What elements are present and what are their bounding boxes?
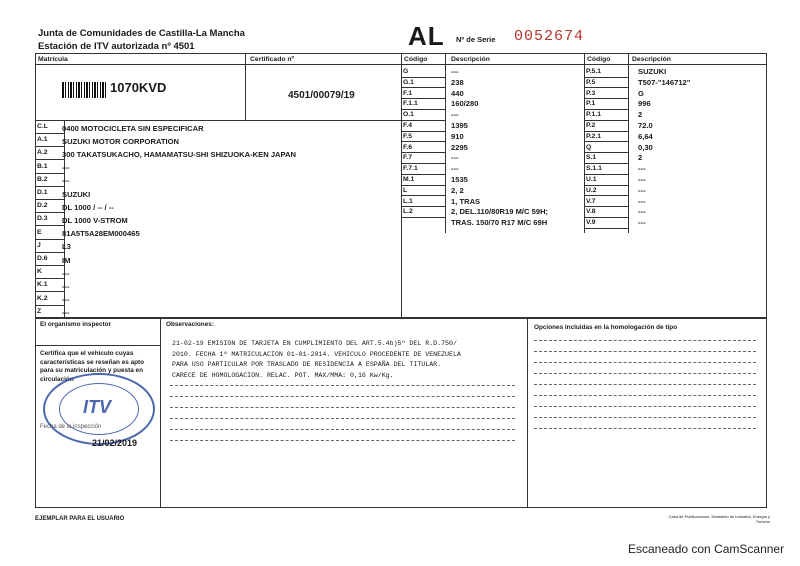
right-row-value: --- xyxy=(638,207,646,217)
mid-row-value: 910 xyxy=(451,131,464,141)
dashed-line xyxy=(534,428,756,429)
observacion-line: 2010. FECHA 1ª MATRICULACION 01-01-2014. VEHICULO PROCEDENTE DE VENEZUELA xyxy=(172,350,461,358)
left-row-divider xyxy=(35,278,64,279)
right-row-code: S.1.1 xyxy=(586,165,602,173)
right-row-value: --- xyxy=(638,164,646,174)
stamp-logo: ITV xyxy=(83,397,112,417)
mid-row-divider xyxy=(401,217,445,218)
opciones-label: Opciones incluidas en la homologación de tipo xyxy=(534,324,678,331)
left-row-divider xyxy=(35,225,64,226)
itv-stamp xyxy=(43,373,155,445)
mid-row-code: F.6 xyxy=(403,143,413,151)
issuing-authority xyxy=(38,27,245,53)
mid-row-value: --- xyxy=(451,153,459,163)
inspector-cert-text: Certifica que el vehículo cuyas características se reseñan es apto para su matriculación y puesta en circulación xyxy=(40,350,145,383)
dashed-line xyxy=(170,407,515,408)
left-row-divider xyxy=(35,133,64,134)
left-row-divider xyxy=(35,239,64,240)
left-row-value: --- xyxy=(62,268,70,278)
certificado-value: 4501/00079/19 xyxy=(288,90,355,101)
right-row-code: P.1.1 xyxy=(586,111,601,119)
right-row-code: P.2.1 xyxy=(586,132,601,140)
right-row-value: 0,30 xyxy=(638,142,653,152)
dashed-line xyxy=(534,373,756,374)
mid-row-divider xyxy=(401,185,445,186)
mid-row-code: L xyxy=(403,186,408,194)
right-row-value: 996 xyxy=(638,99,651,109)
observaciones-text xyxy=(172,339,461,381)
left-row-code: D.6 xyxy=(37,255,48,262)
authority-line2: Estación de ITV autorizada nº 4501 xyxy=(38,41,195,52)
left-row-divider xyxy=(35,252,64,253)
serie-label: Nº de Serie xyxy=(456,35,496,44)
inspection-date-label: Fecha de la inspección xyxy=(40,424,102,430)
dashed-line xyxy=(534,362,756,363)
left-row-value: 81A5T5A28EM000465 xyxy=(62,229,140,239)
mid-row-code: L.2 xyxy=(403,208,413,216)
right-row-code: P.2 xyxy=(586,122,596,129)
mid-row-value: 2, 2 xyxy=(451,185,464,195)
left-row-value: IM xyxy=(62,255,71,265)
left-row-code: K.2 xyxy=(37,294,48,302)
right-row-value: G xyxy=(638,88,644,98)
mid-row-value: --- xyxy=(451,67,459,76)
footer-publisher: Casa de Publicaciones. Ministerio de Industria, Energía y Turismo xyxy=(668,514,770,524)
left-row-code: E xyxy=(37,228,42,236)
left-row-code: A.1 xyxy=(37,136,48,144)
mid-row-code: F.5 xyxy=(403,132,413,140)
dashed-line xyxy=(534,406,756,407)
dashed-line xyxy=(170,396,515,397)
mid-row-code: O.1 xyxy=(403,111,414,119)
left-row-divider xyxy=(35,199,64,200)
mid-code-label: Código xyxy=(404,56,428,63)
right-row-value: 2 xyxy=(638,110,643,120)
left-row-code: A.2 xyxy=(37,149,48,157)
right-row-code: U.1 xyxy=(586,176,597,183)
left-row-divider xyxy=(35,265,64,266)
right-row-value: --- xyxy=(638,175,646,184)
dashed-line xyxy=(170,385,515,386)
left-row-divider xyxy=(35,173,64,174)
observacion-line: CARECE DE HOMOLOGACION. RELAC. POT. MAX/MMA: 0,16 Kw/Kg. xyxy=(172,371,394,379)
left-row-value: SUZUKI xyxy=(62,189,91,199)
mid-row-code: F.7.1 xyxy=(403,165,418,173)
left-row-divider xyxy=(35,291,64,292)
left-row-value: --- xyxy=(62,308,70,318)
left-row-code: B.1 xyxy=(37,162,48,170)
left-row-value: 300 TAKATSUKACHO, HAMAMATSU-SHI SHIZUOKA-KEN JAPAN xyxy=(62,149,297,159)
mid-row-value: 1, TRAS xyxy=(451,196,481,206)
right-row-code: V.9 xyxy=(586,219,596,227)
right-row-code: V.7 xyxy=(586,197,596,205)
right-code-label: Código xyxy=(587,56,611,63)
mid-row-value: 238 xyxy=(451,77,464,87)
matricula-label: Matrícula xyxy=(38,56,68,63)
left-row-value: L3 xyxy=(62,242,71,252)
right-row-code: S.1 xyxy=(586,154,597,162)
left-row-divider xyxy=(35,212,64,213)
right-row-divider xyxy=(584,228,628,229)
left-row-value: --- xyxy=(62,295,70,305)
certificado-label: Certificado nº xyxy=(250,56,295,63)
right-row-value: --- xyxy=(638,185,646,195)
mid-row-value: --- xyxy=(451,110,459,120)
right-row-value: 72.0 xyxy=(638,121,653,130)
left-row-code: K.1 xyxy=(37,281,48,289)
inspection-date: 21/02/2019 xyxy=(92,438,138,448)
dashed-line xyxy=(534,340,756,341)
dashed-line xyxy=(170,418,515,419)
right-row-code: P.3 xyxy=(586,89,596,97)
left-row-code: Z xyxy=(37,307,42,315)
mid-row-value: 2295 xyxy=(451,142,468,152)
left-row-value: SUZUKI MOTOR CORPORATION xyxy=(62,136,179,146)
right-row-code: V.8 xyxy=(586,208,596,216)
right-row-value: 2 xyxy=(638,153,643,163)
dashed-line xyxy=(534,351,756,352)
left-row-divider xyxy=(35,146,64,147)
mid-row-value: 440 xyxy=(451,88,464,98)
right-row-code: P.5.1 xyxy=(586,68,601,75)
right-row-value: 6,64 xyxy=(638,131,653,141)
left-row-code: K xyxy=(37,268,42,276)
footer-left: EJEMPLAR PARA EL USUARIO xyxy=(35,516,125,522)
mid-row-code: F.1 xyxy=(403,89,413,97)
left-row-code: B.2 xyxy=(37,175,48,183)
dashed-line xyxy=(170,429,515,430)
left-row-code: C.L xyxy=(37,123,48,130)
mid-desc-label: Descripción xyxy=(451,56,490,63)
mid-row-code: L.1 xyxy=(403,197,413,205)
left-row-divider xyxy=(35,305,64,306)
left-row-code: D.1 xyxy=(37,189,48,196)
mid-row-value: 1535 xyxy=(451,175,468,184)
right-row-code: Q xyxy=(586,143,592,151)
dashed-line xyxy=(534,384,756,385)
scanner-watermark: Escaneado con CamScanner xyxy=(628,542,785,556)
dashed-line xyxy=(534,417,756,418)
left-row-value: --- xyxy=(62,281,70,291)
right-row-code: P.5 xyxy=(586,78,596,86)
left-row-code: D.2 xyxy=(37,202,48,210)
mid-row-code: F.7 xyxy=(403,154,413,162)
left-row-value: --- xyxy=(62,163,70,173)
right-row-value: --- xyxy=(638,196,646,206)
mid-row-code: G xyxy=(403,68,409,75)
observacion-line: PARA USO PARTICULAR POR TRASLADO DE RESIDENCIA A ESPAÑA DEL TITULAR. xyxy=(172,361,442,368)
mid-row-code: F.1.1 xyxy=(403,100,418,108)
mid-row-code: M.1 xyxy=(403,176,415,183)
left-row-value: --- xyxy=(62,176,70,186)
left-row-value: DL 1000 / -- / -- xyxy=(62,202,114,212)
serie-number: 0052674 xyxy=(514,28,585,45)
mid-row-value: TRAS. 150/70 R17 M/C 69H xyxy=(451,218,548,228)
right-desc-label: Descripción xyxy=(632,56,671,63)
mid-row-value: --- xyxy=(451,164,459,174)
mid-row-value: 160/280 xyxy=(451,99,479,109)
matricula-value: 1070KVD xyxy=(110,80,167,95)
mid-row-code: G.1 xyxy=(403,78,414,86)
mid-row-code: F.4 xyxy=(403,122,413,129)
left-row-divider xyxy=(35,186,64,187)
mid-row-value: 1395 xyxy=(451,121,468,130)
left-row-value: DL 1000 V-STROM xyxy=(62,215,128,225)
left-row-value: 0400 MOTOCICLETA SIN ESPECIFICAR xyxy=(62,123,204,133)
dashed-line xyxy=(170,440,515,441)
observaciones-label: Observaciones: xyxy=(166,321,214,328)
right-row-value: SUZUKI xyxy=(638,67,667,76)
right-row-code: U.2 xyxy=(586,186,597,194)
barcode-image xyxy=(62,82,106,98)
authority-line1: Junta de Comunidades de Castilla-La Mancha xyxy=(38,28,245,39)
mid-row-value: 2, DEL.110/80R19 M/C 59H; xyxy=(451,207,549,217)
left-row-code: D.3 xyxy=(37,215,48,223)
al-mark: AL xyxy=(408,21,445,51)
observacion-line: 21-02-19 EMISION DE TARJETA EN CUMPLIMIENTO DEL ART.5.4b)5º DEL R.D.750/ xyxy=(172,340,457,347)
inspector-label: El organismo inspector xyxy=(40,321,112,328)
dashed-line xyxy=(534,395,756,396)
right-row-value: --- xyxy=(638,218,646,228)
left-row-code: J xyxy=(37,241,41,249)
right-row-code: P.1 xyxy=(586,100,596,108)
right-row-value: T507-"146712" xyxy=(638,77,691,87)
left-row-divider xyxy=(35,159,64,160)
